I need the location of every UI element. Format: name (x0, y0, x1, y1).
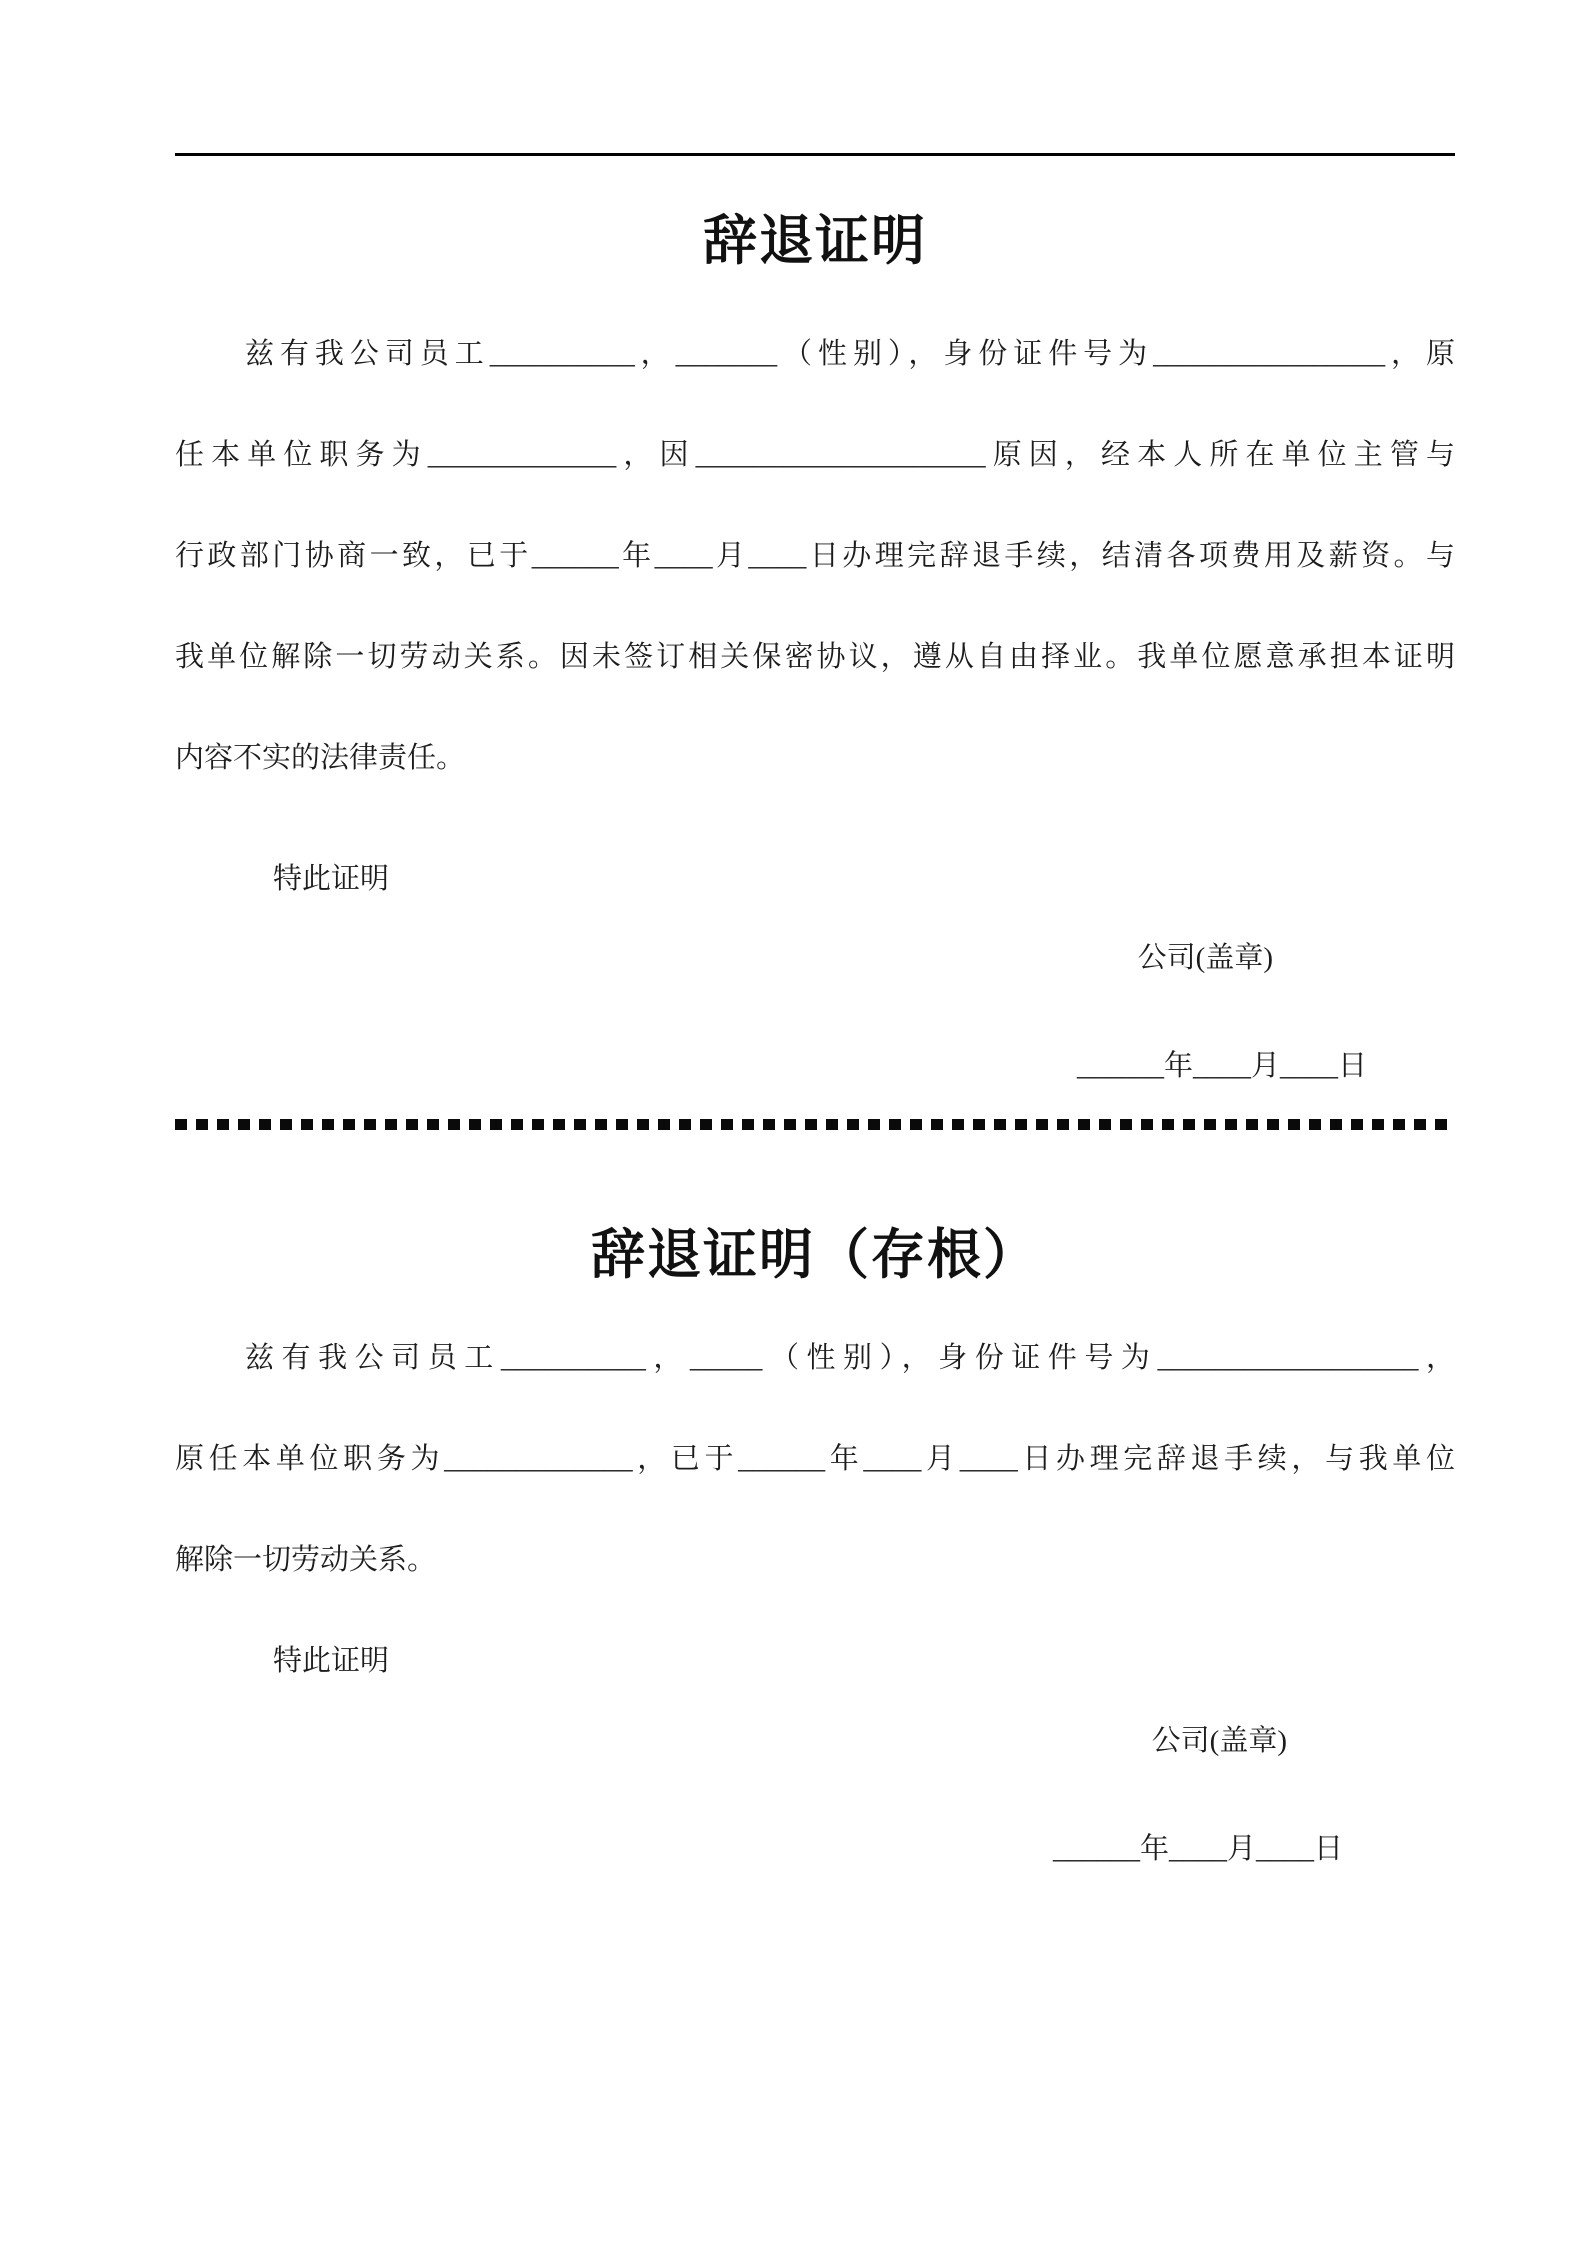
document-content (175, 153, 1455, 1900)
hereby-note: 特此证明 (273, 863, 390, 895)
certificate-title: 辞退证明 (703, 211, 927, 271)
body-line: 我单位解除一切劳动关系。因未签订相关保密协议，遵从自由择业。我单位愿意承担本证明 (175, 641, 1455, 673)
dotted-separator (175, 1119, 1455, 1130)
company-seal-line: 公司(盖章) (1137, 942, 1273, 974)
date-line: ______年____月____日 (1052, 1833, 1343, 1865)
hereby-note: 特此证明 (273, 1645, 390, 1677)
body-line: 解除一切劳动关系。 (175, 1544, 437, 1576)
body-line: 内容不实的法律责任。 (175, 742, 466, 774)
top-rule (175, 153, 1455, 156)
body-line: 任本单位职务为_____________，因____________________原因，经本人所在单位主管与 (175, 439, 1455, 471)
body-line: 原任本单位职务为_____________，已于______年____月____日办理完辞退手续，与我单位 (175, 1443, 1455, 1475)
body-line: 兹有我公司员工__________，_____（性别），身份证件号为__________________， (245, 1342, 1455, 1374)
stub-title: 辞退证明（存根） (591, 1225, 1039, 1285)
company-seal-line: 公司(盖章) (1151, 1725, 1287, 1757)
body-line: 兹有我公司员工__________，_______（性别），身份证件号为________________，原 (245, 338, 1455, 370)
body-line: 行政部门协商一致，已于______年____月____日办理完辞退手续，结清各项费用及薪资。与 (175, 540, 1455, 572)
date-line: ______年____月____日 (1076, 1050, 1367, 1082)
